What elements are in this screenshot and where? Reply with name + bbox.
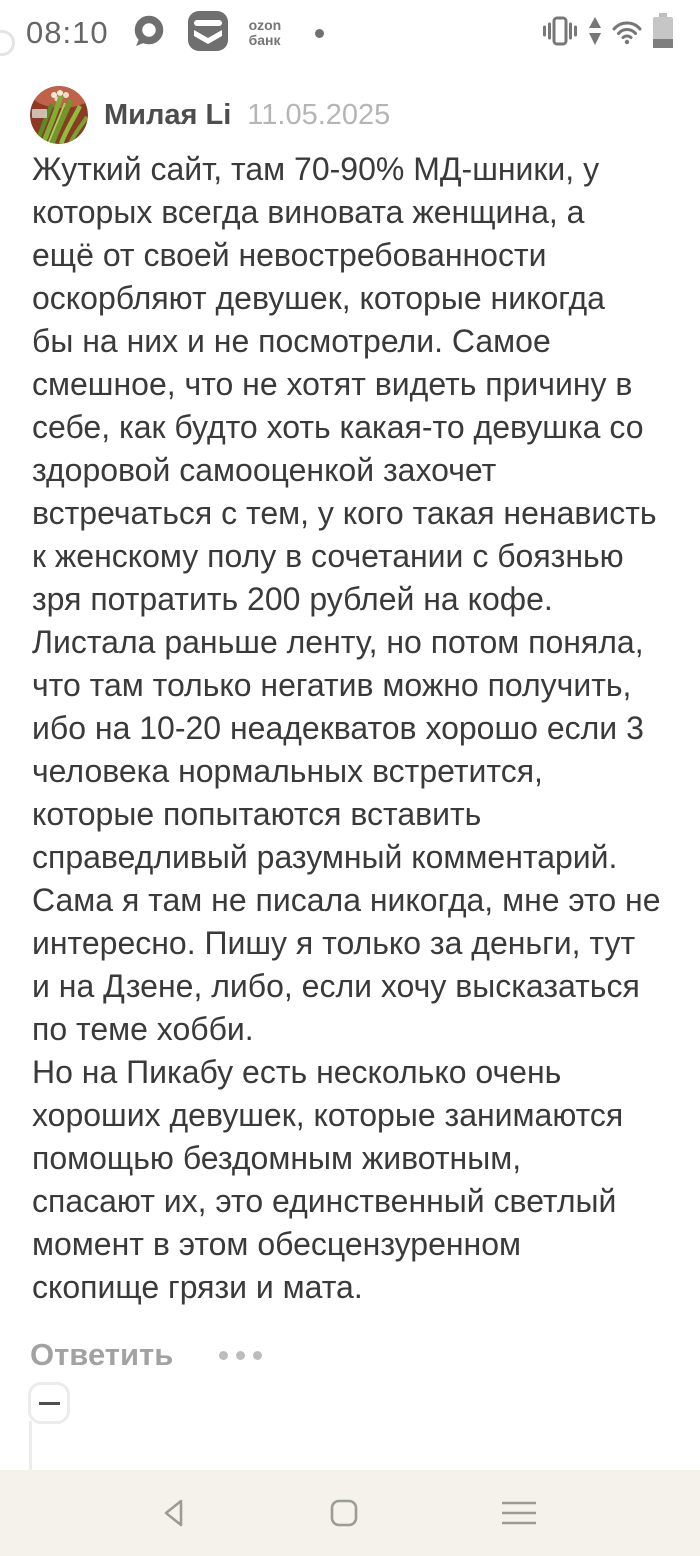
collapse-thread-button[interactable] [28, 1382, 70, 1424]
avatar[interactable] [30, 86, 88, 144]
text-line: хороших девушек, которые занимаются [32, 1097, 624, 1133]
text-line: Но на Пикабу есть несколько очень [32, 1054, 562, 1090]
clock: 08:10 [26, 15, 109, 50]
messenger-app-icon [129, 12, 167, 55]
text-line: по теме хобби. [32, 1011, 254, 1047]
battery-icon [652, 12, 674, 55]
text-line: интересно. Пишу я только за деньги, тут [32, 925, 636, 961]
more-options-icon[interactable] [219, 1351, 262, 1360]
text-line: справедливый разумный комментарий. [32, 839, 618, 875]
status-bar [0, 0, 700, 66]
text-line: оскорбляют девушек, которые никогда [32, 280, 605, 316]
text-line: спасают их, это единственный светлый [32, 1183, 617, 1219]
text-line: здоровой самооценкой захочет [32, 452, 497, 488]
data-arrows-icon [588, 16, 602, 51]
ozon-bank-app-icon [187, 10, 229, 57]
ozon-bank-label: ozon банк [248, 17, 282, 48]
thread-line [29, 1421, 32, 1470]
text-line: встречаться с тем, у кого такая ненависть [32, 495, 657, 531]
text-line: Листала раньше ленту, но потом поняла, [32, 624, 644, 660]
text-line: которые попытаются вставить [32, 796, 482, 832]
text-line: скопище грязи и мата. [32, 1269, 363, 1305]
status-bar-right [541, 12, 674, 55]
text-line: зря потратить 200 рублей на кофе. [32, 581, 553, 617]
navigation-bar [0, 1470, 700, 1556]
reply-button[interactable]: Ответить [30, 1337, 174, 1372]
home-icon[interactable] [328, 1498, 360, 1528]
text-line: смешное, что не хотят видеть причину в [32, 366, 633, 402]
text-line: бы на них и не посмотрели. Самое [32, 323, 551, 359]
comment-text [32, 148, 690, 1309]
text-line: и на Дзене, либо, если хочу высказаться [32, 968, 640, 1004]
edge-notch-artifact [0, 30, 15, 56]
more-notifications-dot-icon [315, 29, 324, 38]
text-line: Жуткий сайт, там 70-90% МД-шники, у [32, 151, 600, 187]
text-line: помощью бездомным животным, [32, 1140, 522, 1176]
text-line: к женскому полу в сочетании с боязнью [32, 538, 624, 574]
text-line: себе, как будто хоть какая-то девушка со [32, 409, 644, 445]
text-line: что там только негатив можно получить, [32, 667, 632, 703]
text-line: ибо на 10-20 неадекватов хорошо если 3 [32, 710, 644, 746]
minus-icon [39, 1402, 60, 1405]
text-line: Сама я там не писала никогда, мне это не [32, 882, 661, 918]
text-line: которых всегда виновата женщина, а [32, 194, 585, 230]
comment-actions [30, 1337, 262, 1373]
status-bar-left [26, 10, 324, 57]
text-line: момент в этом обесцензуренном [32, 1226, 521, 1262]
wifi-icon [611, 17, 643, 50]
comment-author[interactable]: Милая Li [104, 98, 232, 131]
back-icon[interactable] [160, 1497, 188, 1529]
recents-icon[interactable] [500, 1500, 538, 1526]
vibrate-icon [541, 13, 579, 54]
text-line: ещё от своей невостребованности [32, 237, 547, 273]
comment-date: 11.05.2025 [247, 98, 391, 131]
comment-header [30, 86, 390, 144]
text-line: человека нормальных встретится, [32, 753, 543, 789]
